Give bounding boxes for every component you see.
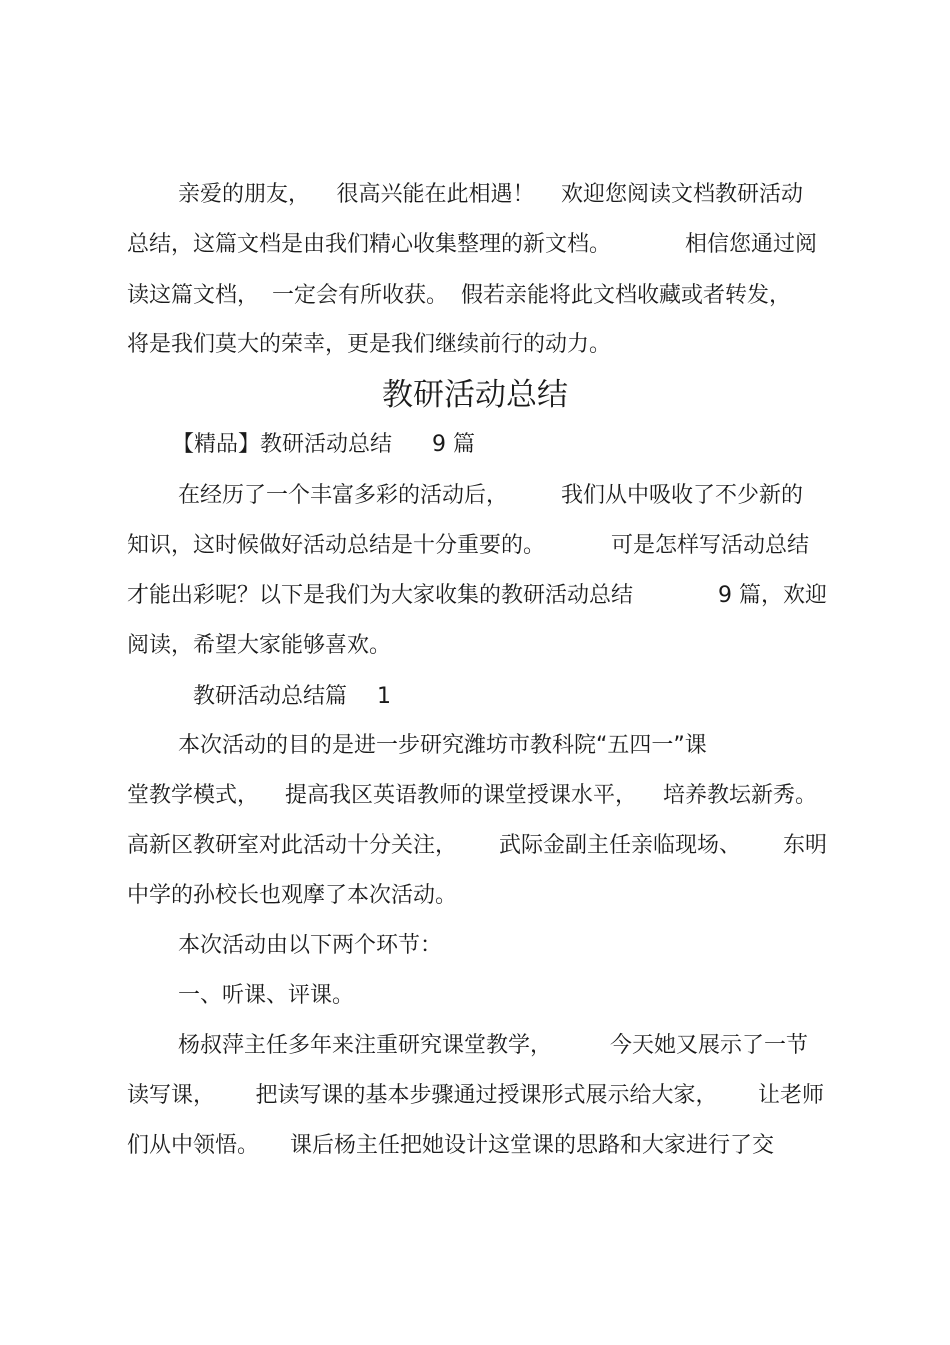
para-text: 今天她又展示了一节 bbox=[609, 1033, 808, 1058]
para-text: 把读写课的基本步骤通过授课形式展示给大家， bbox=[255, 1083, 718, 1108]
para-text: 们从中领悟。 bbox=[127, 1133, 260, 1158]
para-text: 杨叔萍主任多年来注重研究课堂教学， bbox=[178, 1033, 553, 1058]
intro-text: 一定会有所收获。 bbox=[271, 283, 448, 308]
para1-line-4: 阅读，希望大家能够喜欢。 bbox=[127, 633, 392, 658]
document-subtitle bbox=[172, 430, 475, 460]
intro-line-2 bbox=[127, 230, 817, 260]
section-heading bbox=[193, 682, 391, 712]
para-text: 可是怎样写活动总结 bbox=[610, 533, 809, 558]
intro-line-3 bbox=[127, 281, 791, 311]
intro-text: 欢迎您阅读文档教研活动 bbox=[560, 182, 803, 207]
para4-line: 一、听课、评课。 bbox=[178, 983, 355, 1008]
para-text: 才能出彩呢？以下是我们为大家收集的教研活动总结 bbox=[127, 583, 634, 608]
para2-line-3 bbox=[127, 831, 827, 861]
para5-line-3 bbox=[127, 1131, 774, 1161]
intro-text: 相信您通过阅 bbox=[684, 232, 817, 257]
subtitle-text: 【精品】教研活动总结 bbox=[172, 432, 393, 457]
para-text: 让老师 bbox=[757, 1083, 824, 1108]
para-text: 知识，这时候做好活动总结是十分重要的。 bbox=[127, 533, 546, 558]
para2-line-4: 中学的孙校长也观摩了本次活动。 bbox=[127, 883, 458, 908]
para-text: 提高我区英语教师的课堂授课水平， bbox=[284, 783, 637, 808]
para-text: 9 篇，欢迎 bbox=[718, 583, 827, 608]
intro-text: 亲爱的朋友， bbox=[178, 182, 311, 207]
intro-line-1 bbox=[178, 180, 803, 210]
intro-text: 读这篇文档， bbox=[127, 283, 260, 308]
para1-line-2 bbox=[127, 531, 809, 561]
intro-line-4: 将是我们莫大的荣幸，更是我们继续前行的动力。 bbox=[127, 332, 612, 357]
para2-line-2 bbox=[127, 781, 817, 811]
para-text: 东明 bbox=[782, 833, 827, 858]
para1-line-1 bbox=[178, 481, 803, 511]
para-text: 我们从中吸收了不少新的 bbox=[560, 483, 803, 508]
para5-line-2 bbox=[127, 1081, 824, 1111]
section-number: 1 bbox=[377, 684, 392, 709]
para-text: 课后杨主任把她设计这堂课的思路和大家进行了交 bbox=[289, 1133, 774, 1158]
intro-text: 假若亲能将此文档收藏或者转发， bbox=[460, 283, 791, 308]
intro-text: 很高兴能在此相遇！ bbox=[336, 182, 535, 207]
section-heading-text: 教研活动总结篇 bbox=[193, 684, 348, 709]
para-text: 在经历了一个丰富多彩的活动后， bbox=[178, 483, 509, 508]
para-text: 武际金副主任亲临现场、 bbox=[498, 833, 741, 858]
para1-line-3 bbox=[127, 581, 827, 611]
para-text: 堂教学模式， bbox=[127, 783, 260, 808]
para-text: 培养教坛新秀。 bbox=[662, 783, 817, 808]
para5-line-1 bbox=[178, 1031, 808, 1061]
para-text: 高新区教研室对此活动十分关注， bbox=[127, 833, 458, 858]
document-title: 教研活动总结 bbox=[382, 377, 568, 413]
subtitle-count: 9 篇 bbox=[432, 432, 476, 457]
para2-line-1: 本次活动的目的是进一步研究潍坊市教科院“五四一”课 bbox=[178, 733, 707, 758]
para-text: 读写课， bbox=[127, 1083, 216, 1108]
intro-text: 总结，这篇文档是由我们精心收集整理的新文档。 bbox=[127, 232, 612, 257]
para3-line: 本次活动由以下两个环节： bbox=[178, 933, 443, 958]
